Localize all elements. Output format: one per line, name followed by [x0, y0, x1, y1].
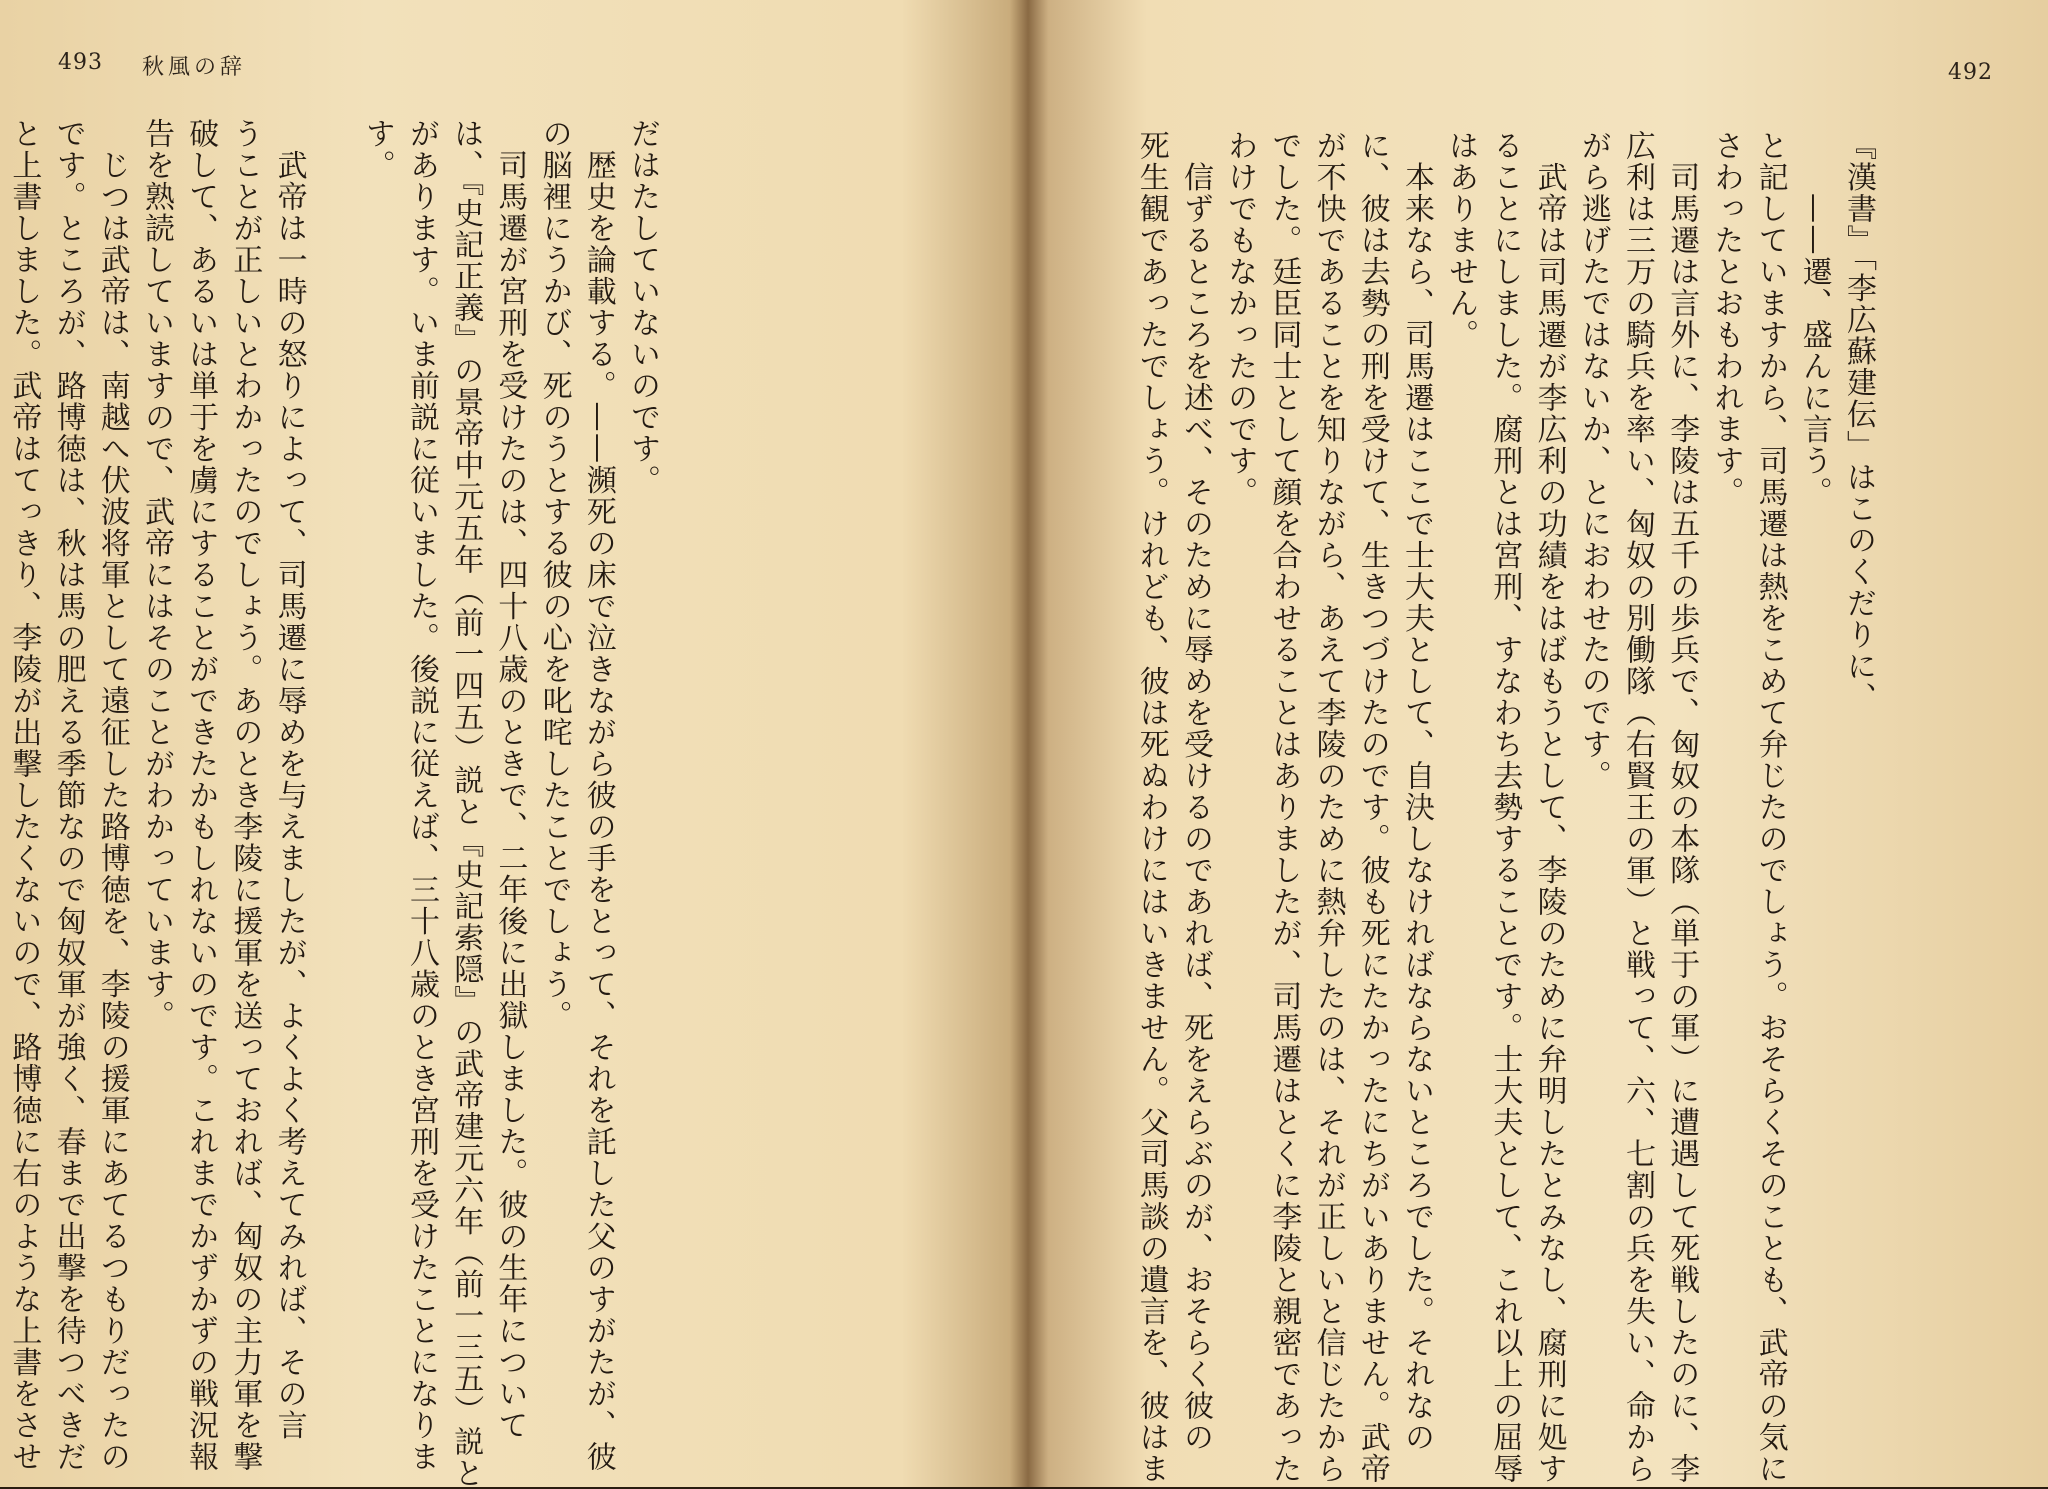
text-line: 死生観であったでしょう。けれども、彼は死ぬわけにはいきません。父司馬談の遺言を、彼はま — [1133, 130, 1169, 1485]
text-line: と記していますから、司馬遷は熱をこめて弁じたのでしょう。おそらくそのことも、武帝の気に — [1752, 130, 1788, 1485]
text-line: でした。廷臣同士として顔を合わせることはありましたが、司馬遷はとくに李陵と親密であった — [1266, 130, 1302, 1485]
text-line: 武帝は一時の怒りによって、司馬遷に辱めを与えましたが、よくよく考えてみれば、その言 — [271, 118, 307, 1441]
text-line: じつは武帝は、南越へ伏波将軍として遠征した路博徳を、李陵の援軍にあてるつもりだったの — [94, 118, 130, 1473]
text-line: 広利は三万の騎兵を率い、匈奴の別働隊（右賢王の軍）と戦って、六、七割の兵を失い、命から — [1619, 130, 1655, 1485]
text-line: 武帝は司馬遷が李広利の功績をはばもうとして、李陵のために弁明したとみなし、腐刑に処す — [1531, 130, 1567, 1485]
text-line: 信ずるところを述べ、そのために辱めを受けるのであれば、死をえらぶのが、おそらく彼の — [1177, 130, 1213, 1453]
text-line: ——遷、盛んに言う。 — [1796, 130, 1832, 508]
text-line: の脳裡にうかび、死のうとする彼の心を叱咤したことでしょう。 — [536, 118, 572, 1032]
text-line — [0, 118, 1, 1318]
right-page — [1010, 0, 2048, 1487]
text-line: 『漢書』「李広蘇建伝」はこのくだりに、 — [1841, 130, 1876, 714]
paragraph-gap — [311, 118, 355, 1318]
text-line: うことが正しいとわかったのでしょう。あのとき李陵に援軍を送っておれば、匈奴の主力軍を撃 — [227, 118, 263, 1473]
text-line: さわったとおもわれます。 — [1708, 130, 1744, 508]
text-line: ることにしました。腐刑とは宮刑、すなわち去勢することです。士大夫として、これ以上の屈辱 — [1487, 130, 1523, 1485]
text-line: 歴史を論載する。——瀕死の床で泣きながら彼の手をとって、それを託した父のすがたが、彼 — [580, 118, 616, 1473]
text-line: 司馬遷は言外に、李陵は五千の歩兵で、匈奴の本隊（単于の軍）に遭遇して死戦したのに、李 — [1664, 130, 1700, 1485]
text-line: だはたしていないのです。 — [625, 118, 660, 496]
text-line: 告を熟読していますので、武帝にはそのことがわかっています。 — [138, 118, 174, 1032]
text-line: 司馬遷が宮刑を受けたのは、四十八歳のときで、二年後に出獄しました。彼の生年について — [492, 118, 528, 1441]
right-page-body-text — [1129, 130, 1880, 1485]
text-line: す。 — [359, 118, 395, 181]
running-head: 秋風の辞 — [142, 55, 247, 80]
text-line: がら逃げたではないか、とにおわせたのです。 — [1575, 130, 1611, 792]
text-line: が不快であることを知りながら、あえて李陵のために熱弁したのは、それが正しいと信じたから — [1310, 130, 1346, 1485]
text-line: 本来なら、司馬遷はここで士大夫として、自決しなければならないところでした。それなの — [1398, 130, 1434, 1453]
text-line: わけでもなかったのです。 — [1222, 130, 1258, 508]
left-page-number: 493 — [58, 50, 103, 75]
left-page-body-text — [0, 118, 664, 1489]
text-line: と上書しました。武帝はてっきり、李陵が出撃したくないので、路博徳に右のような上書をさせ — [6, 118, 42, 1473]
right-page-number: 492 — [1948, 60, 1993, 85]
text-line: に、彼は去勢の刑を受けて、生きつづけたのです。彼も死にたかったにちがいありません。武帝 — [1354, 130, 1390, 1485]
text-line: があります。いま前説に従いました。後説に従えば、三十八歳のとき宮刑を受けたことになりま — [403, 118, 439, 1473]
text-line: はありません。 — [1443, 130, 1479, 351]
text-line: です。ところが、路博徳は、秋は馬の肥える季節なので匈奴軍が強く、春まで出撃を待つべきだ — [50, 118, 86, 1473]
text-line: は、『史記正義』の景帝中元五年（前一四五）説と『史記索隠』の武帝建元六年（前一三五）説と — [448, 118, 484, 1489]
text-line: 破して、あるいは単于を虜にすることができたかもしれないのです。これまでかずかずの戦況報 — [183, 118, 219, 1473]
left-page — [0, 0, 1010, 1487]
